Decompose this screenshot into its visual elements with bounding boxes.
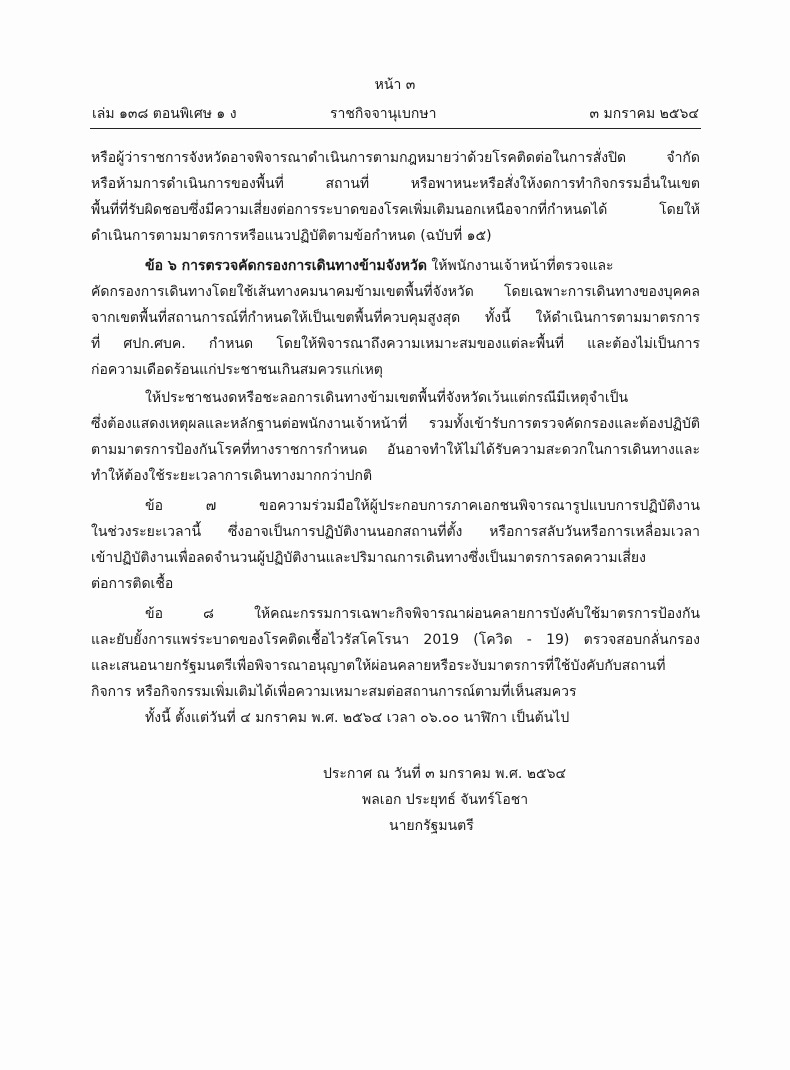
page-number: หน้า ๓ (374, 77, 416, 93)
publication-title: ราชกิจจานุเบกษา (330, 106, 437, 122)
paragraph-line: พื้นที่ที่รับผิดชอบซึ่งมีความเสี่ยงต่อการระบาดของโรคเพิ่มเติมนอกเหนือจากที่กำหนดได้ โดยให้ (91, 202, 700, 218)
section-6-lead: ให้พนักงานเจ้าหน้าที่ตรวจและ (426, 258, 614, 274)
section-8-first-line: ข้อ ๘ ให้คณะกรรมการเฉพาะกิจพิจารณาผ่อนคลายการบังคับใช้มาตรการป้องกัน (145, 606, 700, 622)
paragraph-line: ซึ่งต้องแสดงเหตุผลและหลักฐานต่อพนักงานเจ้าหน้าที่ รวมทั้งเข้ารับการตรวจคัดกรองและต้องปฏิบัติ (91, 416, 700, 432)
section-6-heading: ข้อ ๖ การตรวจคัดกรองการเดินทางข้ามจังหวัด (145, 258, 427, 274)
paragraph-line: หรือห้ามการดำเนินการของพื้นที่ สถานที่ หรือพาหนะหรือสั่งให้งดการทำกิจกรรมอื่นในเขต (91, 176, 700, 192)
announcement-date: ประกาศ ณ วันที่ ๓ มกราคม พ.ศ. ๒๕๖๔ (323, 766, 567, 782)
paragraph-line: จากเขตพื้นที่สถานการณ์ที่กำหนดให้เป็นเขตพื้นที่ควบคุมสูงสุด ทั้งนี้ ให้ดำเนินการตามมาตรการ (91, 310, 700, 326)
paragraph-line: ต่อการติดเชื้อ (91, 576, 174, 592)
effective-date-line: ทั้งนี้ ตั้งแต่วันที่ ๔ มกราคม พ.ศ. ๒๕๖๔ เวลา ๐๖.๐๐ นาฬิกา เป็นต้นไป (145, 710, 570, 726)
header-divider (90, 128, 701, 129)
paragraph-line: ให้ประชาชนงดหรือชะลอการเดินทางข้ามเขตพื้นที่จังหวัดเว้นแต่กรณีมีเหตุจำเป็น (145, 390, 629, 406)
paragraph-line: ที่ ศปก.ศบค. กำหนด โดยให้พิจารณาถึงความเหมาะสมของแต่ละพื้นที่ และต้องไม่เป็นการ (91, 336, 700, 352)
signatory-title: นายกรัฐมนตรี (389, 818, 474, 834)
section-6-first-line (145, 254, 700, 278)
paragraph-line: ในช่วงระยะเวลานี้ ซึ่งอาจเป็นการปฏิบัติงานนอกสถานที่ตั้ง หรือการสลับวันหรือการเหลื่อมเวลา (91, 524, 700, 540)
paragraph-line: ก่อความเดือดร้อนแก่ประชาชนเกินสมควรแก่เหตุ (91, 362, 383, 378)
paragraph-line: กิจการ หรือกิจกรรมเพิ่มเติมได้เพื่อความเหมาะสมต่อสถานการณ์ตามที่เห็นสมควร (91, 684, 577, 700)
paragraph-line: หรือผู้ว่าราชการจังหวัดอาจพิจารณาดำเนินการตามกฎหมายว่าด้วยโรคติดต่อในการสั่งปิด จำกัด (91, 150, 700, 166)
paragraph-line: และยับยั้งการแพร่ระบาดของโรคติดเชื้อไวรัสโคโรนา 2019 (โควิด - 19) ตรวจสอบกลั่นกรอง (91, 632, 700, 648)
paragraph-line: เข้าปฏิบัติงานเพื่อลดจำนวนผู้ปฏิบัติงานและปริมาณการเดินทางซึ่งเป็นมาตรการลดความเสี่ยง (91, 550, 646, 566)
paragraph-line: ทำให้ต้องใช้ระยะเวลาการเดินทางมากกว่าปกติ (91, 468, 373, 484)
section-7-first-line: ข้อ ๗ ขอความร่วมมือให้ผู้ประกอบการภาคเอกชนพิจารณารูปแบบการปฏิบัติงาน (145, 498, 700, 514)
paragraph-line: ตามมาตรการป้องกันโรคที่ทางราชการกำหนด อันอาจทำให้ไม่ได้รับความสะดวกในการเดินทางและ (91, 442, 700, 458)
gazette-header (92, 104, 699, 124)
signatory-name: พลเอก ประยุทธ์ จันทร์โอชา (362, 792, 529, 808)
paragraph-line: ดำเนินการตามมาตรการหรือแนวปฏิบัติตามข้อกำหนด (ฉบับที่ ๑๕) (91, 228, 492, 244)
issue-date: ๓ มกราคม ๒๕๖๔ (589, 106, 699, 122)
paragraph-line: และเสนอนายกรัฐมนตรีเพื่อพิจารณาอนุญาตให้ผ่อนคลายหรือระงับมาตรการที่ใช้บังคับกับสถานที่ (91, 658, 666, 674)
paragraph-line: คัดกรองการเดินทางโดยใช้เส้นทางคมนาคมข้ามเขตพื้นที่จังหวัด โดยเฉพาะการเดินทางของบุคคล (91, 284, 700, 300)
volume-issue: เล่ม ๑๓๘ ตอนพิเศษ ๑ ง (92, 106, 237, 122)
